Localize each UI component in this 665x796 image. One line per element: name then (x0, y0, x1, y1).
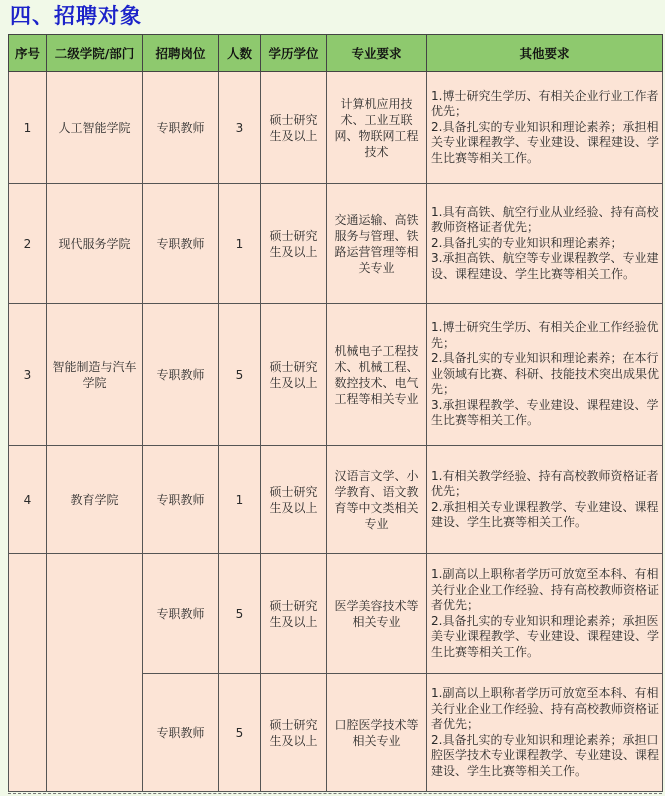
cell-other (427, 446, 663, 554)
requirement-line: 2.具备扎实的专业知识和理论素养；承担口腔医学技术专业课程教学、专业建设、课程建设、学生比赛等相关工作。 (431, 732, 660, 778)
requirement-line: 2.具备扎实的专业知识和理论素养；承担相关专业课程教学、专业建设、课程建设、学生比赛等相关工作。 (431, 119, 660, 165)
cell-degree: 硕士研究生及以上 (261, 674, 327, 792)
requirement-line: 1.具有高铁、航空行业从业经验、持有高校教师资格证者优先； (431, 204, 659, 235)
cell-college: 人工智能学院 (47, 72, 143, 184)
page-cut-edge (8, 793, 662, 794)
requirement-line: 3.承担课程教学、专业建设、课程建设、学生比赛等相关工作。 (431, 397, 659, 428)
cell-college: 现代服务学院 (47, 184, 143, 304)
cell-count: 3 (219, 72, 261, 184)
header-other: 其他要求 (427, 35, 663, 72)
cell-count: 5 (219, 554, 261, 674)
header-degree: 学历学位 (261, 35, 327, 72)
cell-position: 专职教师 (143, 446, 219, 554)
cell-count: 5 (219, 674, 261, 792)
cell-position: 专职教师 (143, 184, 219, 304)
cell-position: 专职教师 (143, 72, 219, 184)
table-row (9, 72, 663, 184)
requirement-line: 2.具备扎实的专业知识和理论素养；在本行业领域有比赛、科研、技能技术突出成果优先； (431, 351, 660, 397)
table-row (9, 304, 663, 446)
cell-college: 教育学院 (47, 446, 143, 554)
cell-count: 1 (219, 446, 261, 554)
cell-college (47, 554, 143, 792)
cell-no: 2 (9, 184, 47, 304)
cell-other (427, 674, 663, 792)
table-row (9, 184, 663, 304)
table-row (9, 554, 663, 674)
requirement-line: 1.博士研究生学历、有相关企业行业工作者优先； (431, 88, 659, 119)
recruitment-table (8, 34, 663, 792)
cell-major: 机械电子工程技术、机械工程、数控技术、电气工程等相关专业 (327, 304, 427, 446)
cell-position: 专职教师 (143, 304, 219, 446)
requirement-line: 2.具备扎实的专业知识和理论素养； (431, 235, 623, 250)
header-college: 二级学院/部门 (47, 35, 143, 72)
cell-other (427, 554, 663, 674)
header-count: 人数 (219, 35, 261, 72)
section-title: 四、招聘对象 (10, 4, 142, 28)
cell-other (427, 304, 663, 446)
requirement-line: 1.博士研究生学历、有相关企业工作经验优先； (431, 320, 659, 350)
cell-degree: 硕士研究生及以上 (261, 304, 327, 446)
requirement-line: 2.承担相关专业课程教学、专业建设、课程建设、学生比赛等相关工作。 (431, 499, 659, 529)
cell-degree: 硕士研究生及以上 (261, 72, 327, 184)
cell-position: 专职教师 (143, 554, 219, 674)
table-header-row (9, 35, 663, 72)
requirement-line: 1.副高以上职称者学历可放宽至本科、有相关行业企业工作经验、持有高校教师资格证者优先； (431, 567, 660, 612)
cell-major: 汉语言文学、小学教育、语文教育等中文类相关专业 (327, 446, 427, 554)
table-row (9, 446, 663, 554)
cell-no (9, 554, 47, 792)
cell-major: 交通运输、高铁服务与管理、铁路运营管理等相关专业 (327, 184, 427, 304)
cell-no: 1 (9, 72, 47, 184)
cell-count: 5 (219, 304, 261, 446)
header-major: 专业要求 (327, 35, 427, 72)
requirement-line: 1.有相关教学经验、持有高校教师资格证者优先； (431, 468, 659, 498)
requirement-line: 3.承担高铁、航空等专业课程教学、专业建设、课程建设、学生比赛等相关工作。 (431, 251, 659, 281)
cell-major: 口腔医学技术等相关专业 (327, 674, 427, 792)
cell-degree: 硕士研究生及以上 (261, 554, 327, 674)
cell-major: 医学美容技术等相关专业 (327, 554, 427, 674)
cell-degree: 硕士研究生及以上 (261, 184, 327, 304)
cell-other (427, 184, 663, 304)
cell-position: 专职教师 (143, 674, 219, 792)
header-no: 序号 (9, 35, 47, 72)
cell-degree: 硕士研究生及以上 (261, 446, 327, 554)
header-position: 招聘岗位 (143, 35, 219, 72)
requirement-line: 2.具备扎实的专业知识和理论素养；承担医美专业课程教学、专业建设、课程建设、学生比赛等相关工作。 (431, 613, 660, 659)
cell-major: 计算机应用技术、工业互联网、物联网工程技术 (327, 72, 427, 184)
cell-other (427, 72, 663, 184)
cell-college: 智能制造与汽车学院 (47, 304, 143, 446)
cell-no: 3 (9, 304, 47, 446)
cell-count: 1 (219, 184, 261, 304)
requirement-line: 1.副高以上职称者学历可放宽至本科、有相关行业企业工作经验、持有高校教师资格证者优先； (431, 686, 660, 731)
cell-no: 4 (9, 446, 47, 554)
